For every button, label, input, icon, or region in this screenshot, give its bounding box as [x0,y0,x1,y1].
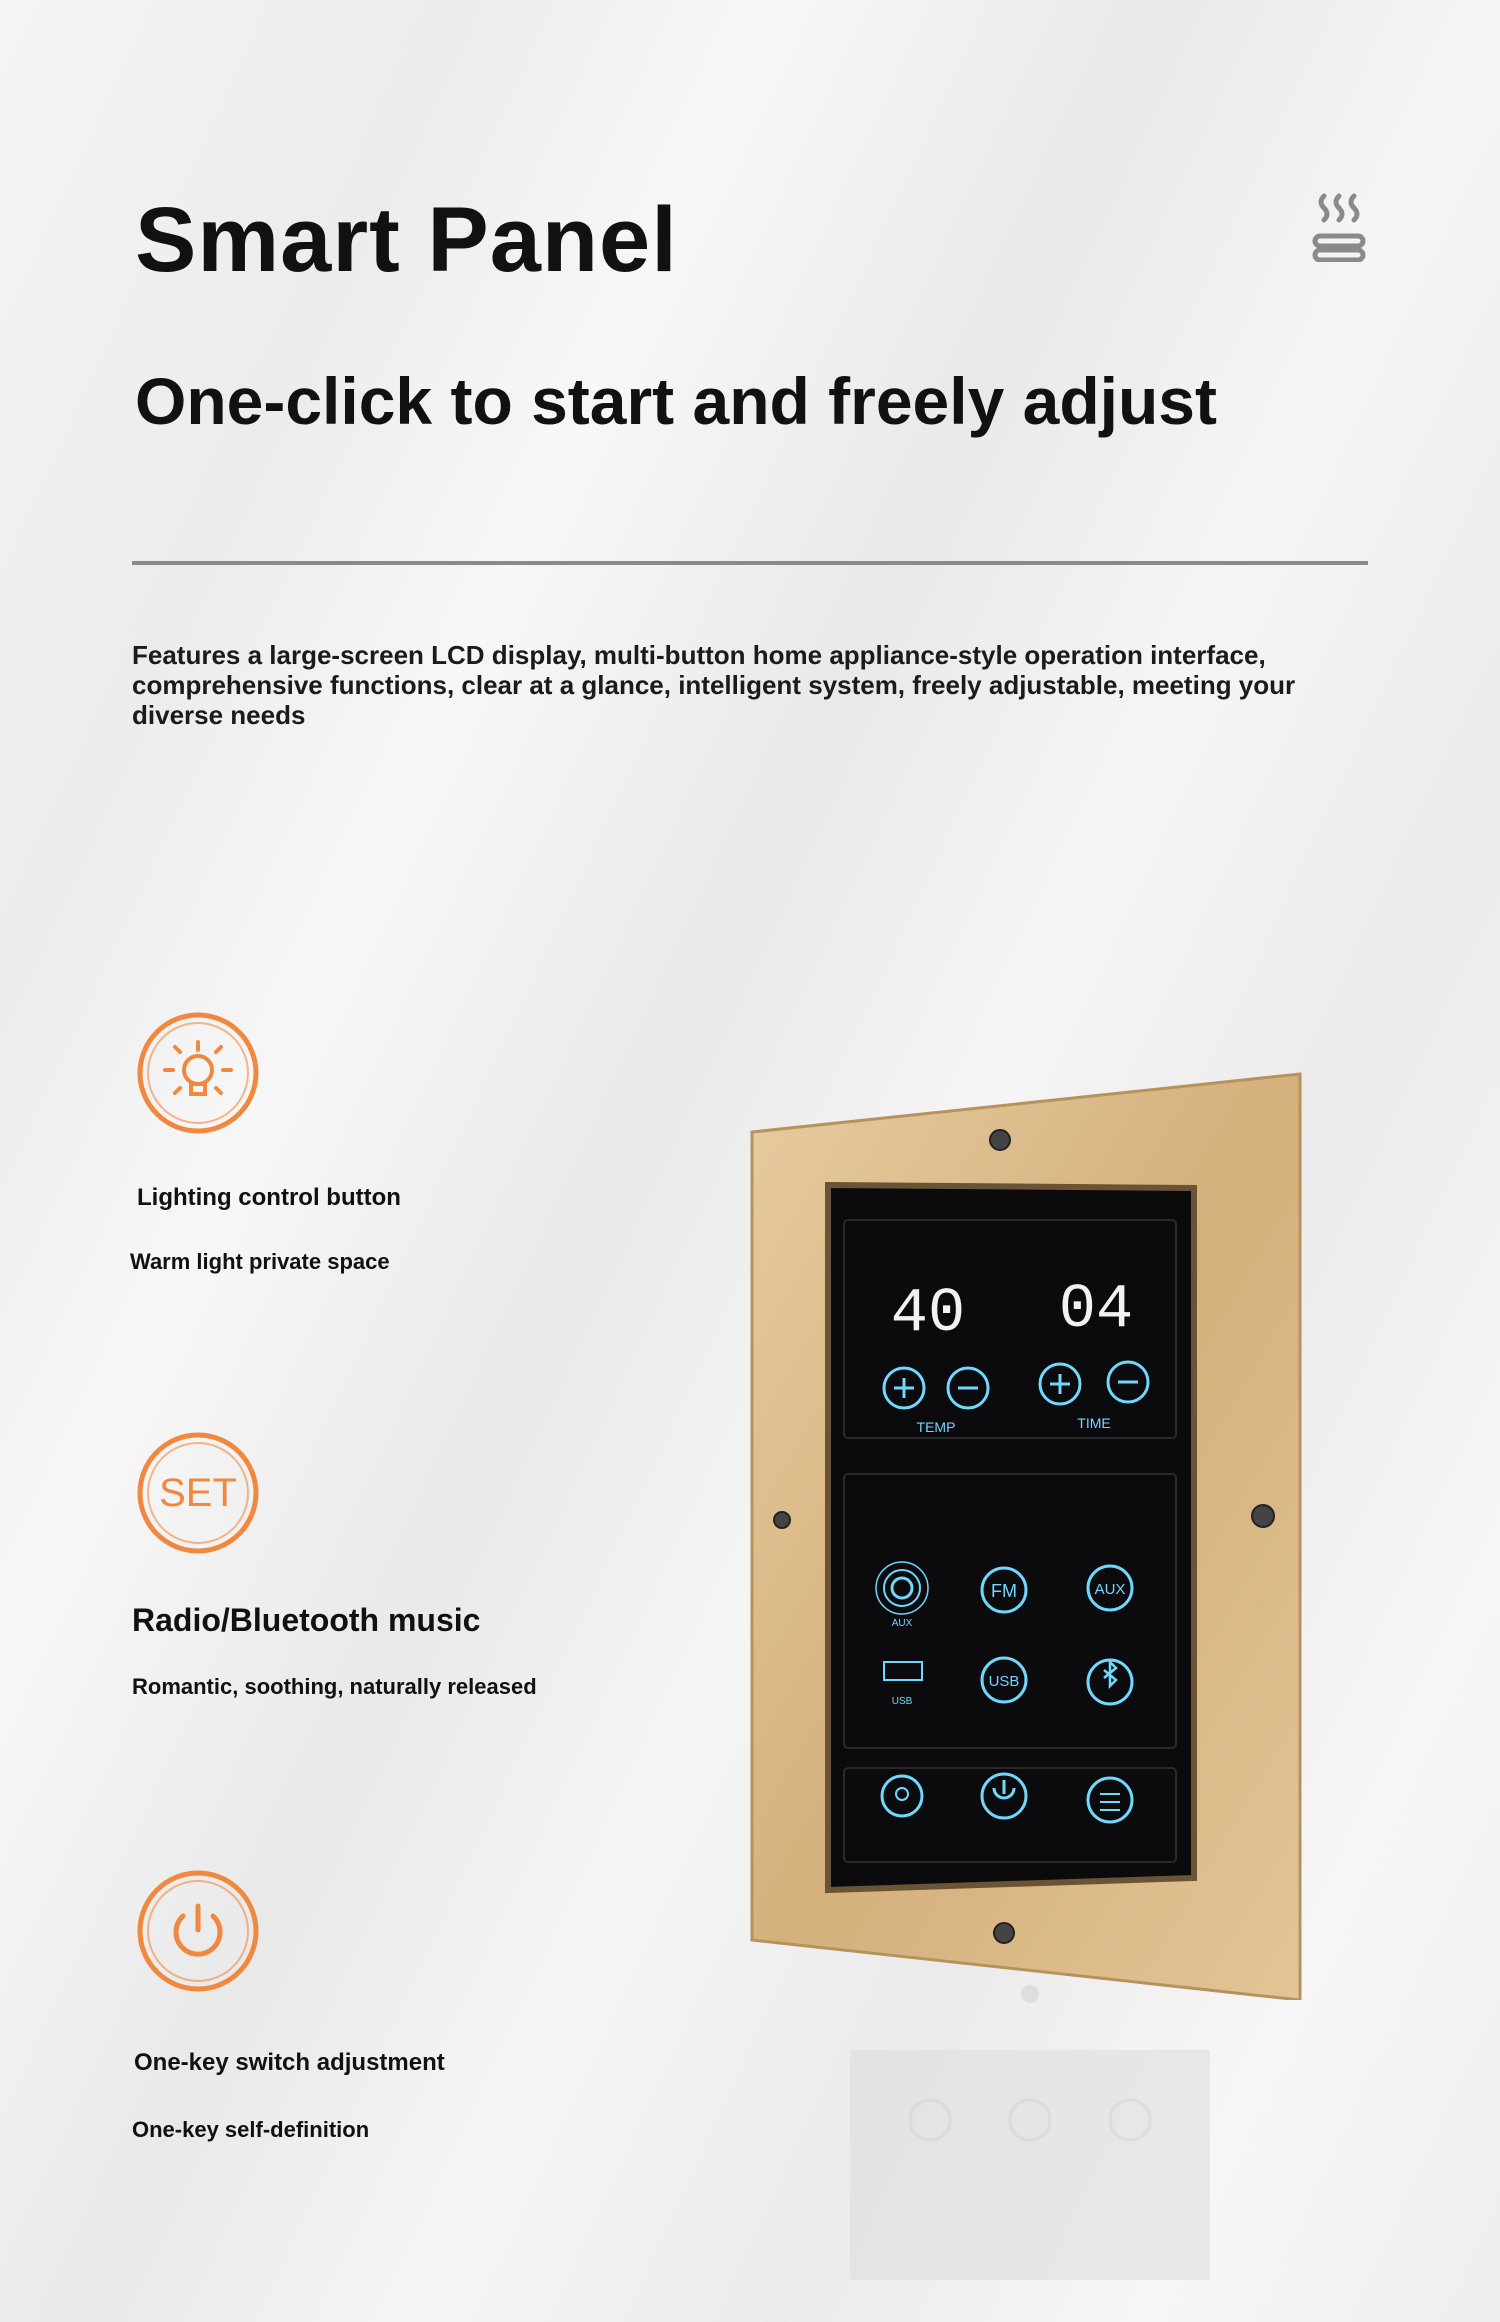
feature-lighting-title: Lighting control button [137,1184,401,1211]
temp-label: TEMP [916,1419,956,1435]
usb-small-label: USB [891,1696,913,1707]
time-label: TIME [1077,1415,1111,1431]
feature-lighting-subtitle: Warm light private space [130,1249,390,1274]
fm-label: FM [991,1581,1017,1601]
time-display: 04 [1058,1274,1134,1345]
aux-small-label: AUX [891,1618,913,1629]
aux-label: AUX [1094,1581,1126,1598]
page-subtitle: One-click to start and freely adjust [135,364,1217,438]
page-title: Smart Panel [135,189,678,291]
set-icon [135,1430,261,1556]
feature-power-title: One-key switch adjustment [134,2049,445,2076]
description: Features a large-screen LCD display, multi-button home appliance-style operation interface, comprehensive functions, clear at a glance, intelligent system, freely adjustable, meeting your diverse needs [132,640,1296,730]
lightbulb-icon [135,1010,261,1136]
steam-icon [1312,190,1366,262]
divider [132,561,1368,565]
feature-music-title: Radio/Bluetooth music [132,1602,481,1638]
control-panel [748,1070,1308,2000]
set-icon-label: SET [159,1471,237,1515]
feature-power-subtitle: One-key self-definition [132,2117,370,2142]
usb-label: USB [988,1673,1020,1690]
temp-display: 40 [890,1278,966,1349]
feature-music-subtitle: Romantic, soothing, naturally released [132,1674,537,1699]
panel-reflection [840,1980,1220,2310]
power-icon [135,1868,261,1994]
